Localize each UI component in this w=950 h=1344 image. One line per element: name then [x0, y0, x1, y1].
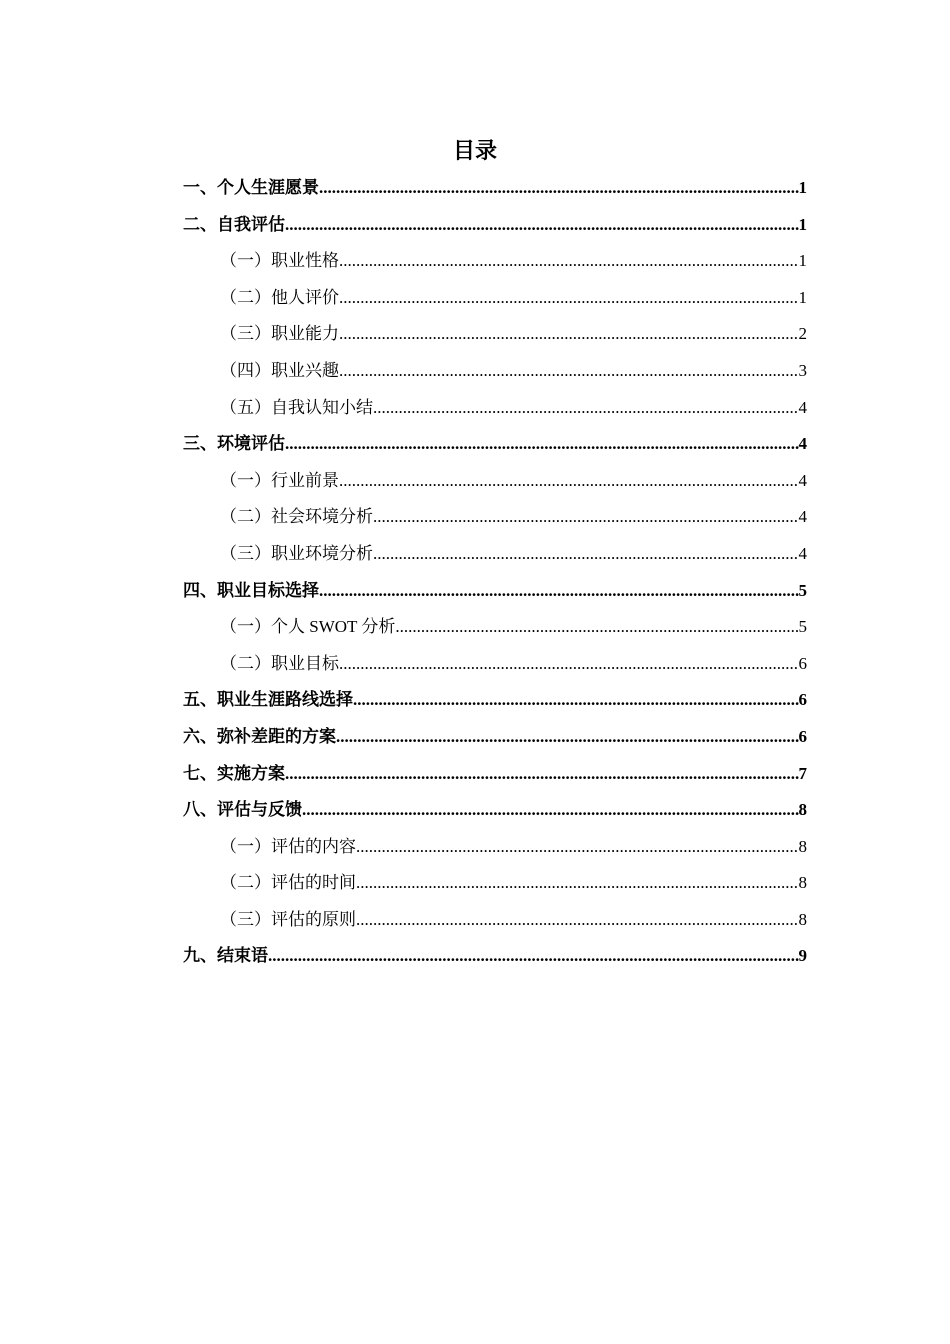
toc-dot-leader — [356, 829, 799, 866]
toc-entry[interactable] — [183, 792, 807, 829]
toc-dot-leader — [319, 170, 799, 207]
toc-entry[interactable] — [183, 573, 807, 610]
toc-entry-text: 八、评估与反馈 — [183, 800, 302, 820]
toc-page-number: 8 — [798, 909, 807, 929]
toc-title: 目录 — [452, 138, 497, 163]
toc-entry[interactable] — [183, 865, 807, 902]
toc-dot-leader — [373, 536, 799, 573]
toc-dot-leader — [356, 865, 799, 902]
toc-dot-leader — [285, 426, 799, 463]
toc-entry-text: 三、环境评估 — [183, 434, 285, 454]
toc-entry[interactable] — [183, 390, 807, 427]
toc-page-number: 1 — [798, 178, 807, 197]
toc-dot-leader — [395, 609, 798, 646]
toc-dot-leader — [302, 792, 799, 829]
toc-page-number: 4 — [798, 543, 807, 563]
toc-entry-text: 七、实施方案 — [183, 763, 285, 783]
toc-entry-text: （四）职业兴趣 — [220, 360, 339, 380]
toc-entry[interactable] — [183, 938, 807, 975]
toc-entry[interactable] — [183, 719, 807, 756]
toc-entry-text: （一）个人 SWOT 分析 — [220, 617, 396, 637]
toc-entry-text: （三）评估的原则 — [220, 909, 356, 929]
toc-page-number: 1 — [798, 287, 807, 307]
toc-entry-text: （一）职业性格 — [220, 251, 339, 271]
toc-entry[interactable] — [183, 609, 807, 646]
toc-entry-text: （一）评估的内容 — [220, 836, 356, 856]
toc-entry-text: （二）他人评价 — [220, 287, 339, 307]
toc-entry[interactable] — [183, 353, 807, 390]
toc-dot-leader — [356, 902, 799, 939]
toc-dot-leader — [339, 353, 799, 390]
toc-entry[interactable] — [183, 207, 807, 244]
toc-page-number: 6 — [798, 690, 807, 710]
toc-entry-text: （三）职业能力 — [220, 324, 339, 344]
toc-entry-text: 九、结束语 — [183, 946, 268, 966]
toc-entry[interactable] — [183, 829, 807, 866]
toc-page-number: 7 — [798, 763, 807, 783]
toc-page-number: 6 — [798, 653, 807, 673]
toc-dot-leader — [339, 646, 799, 683]
toc-page-number: 8 — [798, 873, 807, 893]
toc-entry[interactable] — [183, 499, 807, 536]
toc-dot-leader — [373, 390, 799, 427]
toc-page-number: 8 — [798, 800, 807, 820]
toc-entry-text: 一、个人生涯愿景 — [183, 178, 319, 197]
toc-entry-text: （二）社会环境分析 — [220, 507, 373, 527]
toc-page-number: 5 — [798, 580, 807, 600]
toc-page-number: 9 — [798, 946, 807, 966]
toc-page-number: 1 — [798, 251, 807, 271]
toc-entry[interactable] — [183, 243, 807, 280]
toc-dot-leader — [373, 499, 799, 536]
toc-entry-text: （二）评估的时间 — [220, 873, 356, 893]
toc-entry-text: 二、自我评估 — [183, 214, 285, 234]
toc-dot-leader — [285, 207, 799, 244]
toc-entry[interactable] — [183, 463, 807, 500]
toc-entry-text: （三）职业环境分析 — [220, 543, 373, 563]
toc-entry-text: （一）行业前景 — [220, 470, 339, 490]
toc-dot-leader — [339, 280, 799, 317]
toc-page-number: 4 — [798, 397, 807, 417]
toc-entry[interactable] — [183, 536, 807, 573]
toc-dot-leader — [268, 938, 799, 975]
toc-page-number: 5 — [798, 617, 807, 637]
toc-entry-text: （二）职业目标 — [220, 653, 339, 673]
toc-page-number: 2 — [798, 324, 807, 344]
toc-page-number: 1 — [798, 214, 807, 234]
toc-page-number: 3 — [798, 360, 807, 380]
toc-page-number: 4 — [798, 434, 807, 454]
toc-list — [183, 170, 807, 975]
toc-entry-text: 六、弥补差距的方案 — [183, 726, 336, 746]
toc-dot-leader — [353, 682, 799, 719]
toc-entry-text: 四、职业目标选择 — [183, 580, 319, 600]
toc-dot-leader — [339, 463, 799, 500]
toc-entry[interactable] — [183, 646, 807, 683]
toc-dot-leader — [285, 756, 799, 793]
toc-dot-leader — [336, 719, 799, 756]
toc-entry-text: （五）自我认知小结 — [220, 397, 373, 417]
toc-dot-leader — [339, 316, 799, 353]
toc-dot-leader — [319, 573, 799, 610]
toc-entry[interactable] — [183, 170, 807, 207]
toc-entry[interactable] — [183, 902, 807, 939]
toc-entry[interactable] — [183, 280, 807, 317]
toc-entry[interactable] — [183, 316, 807, 353]
toc-page-number: 4 — [798, 507, 807, 527]
toc-dot-leader — [339, 243, 799, 280]
toc-page-number: 6 — [798, 726, 807, 746]
toc-page-number: 8 — [798, 836, 807, 856]
toc-entry[interactable] — [183, 426, 807, 463]
toc-page-number: 4 — [798, 470, 807, 490]
toc-entry-text: 五、职业生涯路线选择 — [183, 690, 353, 710]
toc-entry[interactable] — [183, 682, 807, 719]
toc-entry[interactable] — [183, 756, 807, 793]
